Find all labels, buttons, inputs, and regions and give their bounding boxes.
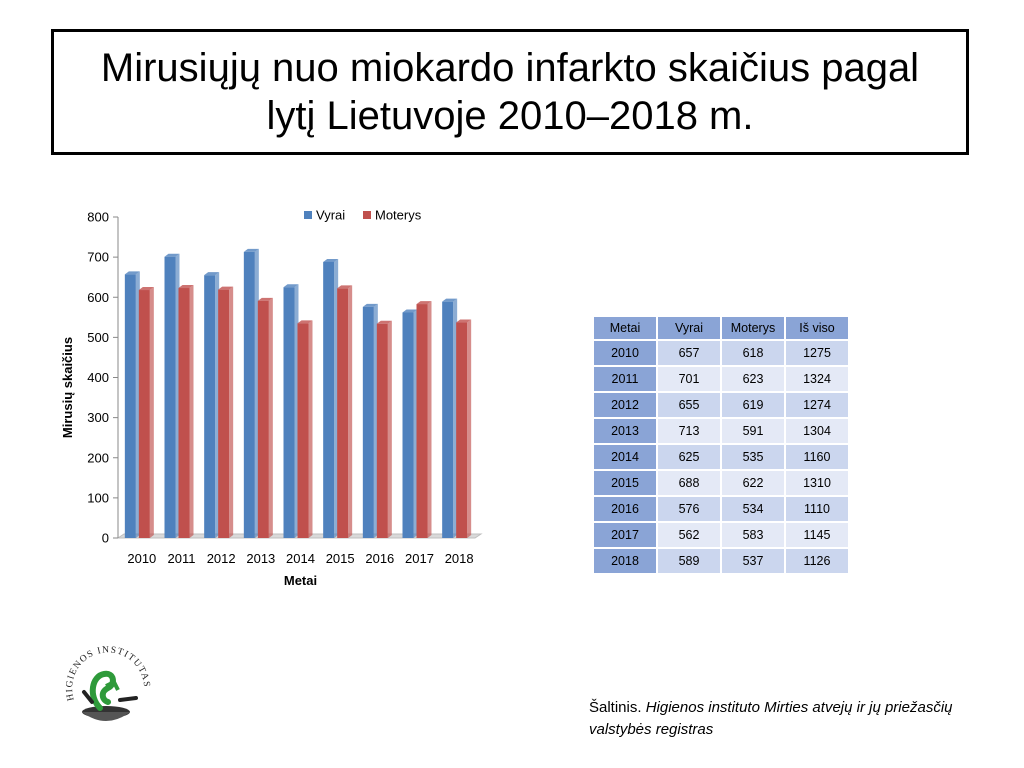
table-cell: 655 [658, 393, 722, 419]
table-cell: 537 [722, 549, 786, 575]
source-note [589, 697, 989, 741]
bar-vyrai [323, 259, 338, 538]
x-tick-label: 2016 [365, 551, 395, 566]
table-row [594, 523, 850, 549]
table-cell: 583 [722, 523, 786, 549]
table-cell: 623 [722, 367, 786, 393]
table-cell: 2013 [594, 419, 658, 445]
bar-vyrai [363, 304, 378, 538]
bar-moterys [218, 287, 233, 538]
bar-moterys [179, 285, 194, 538]
legend-label: Moterys [375, 207, 422, 223]
bar-chart [50, 195, 490, 605]
table-cell: 657 [658, 341, 722, 367]
higienos-institutas-logo [62, 636, 154, 730]
y-tick-label: 100 [87, 490, 109, 506]
y-tick-label: 0 [101, 530, 109, 546]
table-header: Iš viso [786, 317, 850, 341]
table-cell: 688 [658, 471, 722, 497]
bar-moterys [337, 285, 352, 538]
table-cell: 562 [658, 523, 722, 549]
x-tick-label: 2018 [444, 551, 474, 566]
y-tick-label: 200 [87, 450, 109, 466]
y-tick-label: 600 [87, 289, 109, 305]
table-cell: 1110 [786, 497, 850, 523]
bar-moterys [139, 287, 154, 538]
table-cell: 2010 [594, 341, 658, 367]
bar-moterys [298, 320, 313, 538]
logo-text: HIGIENOS INSTITUTAS [64, 645, 152, 702]
table-cell: 2012 [594, 393, 658, 419]
table-cell: 1274 [786, 393, 850, 419]
table-row [594, 419, 850, 445]
table-header: Metai [594, 317, 658, 341]
table-cell: 2016 [594, 497, 658, 523]
table-cell: 2011 [594, 367, 658, 393]
bar-moterys [456, 320, 471, 538]
bar-moterys [417, 301, 432, 538]
y-tick-label: 300 [87, 410, 109, 426]
bar-vyrai [442, 299, 457, 538]
x-tick-label: 2010 [127, 551, 157, 566]
table-cell: 1310 [786, 471, 850, 497]
table-cell: 622 [722, 471, 786, 497]
table-cell: 589 [658, 549, 722, 575]
x-tick-label: 2014 [286, 551, 315, 566]
table-cell: 625 [658, 445, 722, 471]
table-cell: 1324 [786, 367, 850, 393]
source-text: Higienos instituto Mirties atvejų ir jų priežasčių valstybės registras [589, 699, 953, 738]
table-cell: 2014 [594, 445, 658, 471]
table-row [594, 497, 850, 523]
table-row [594, 471, 850, 497]
table-cell: 2018 [594, 549, 658, 575]
y-tick-label: 700 [87, 249, 109, 265]
bar-vyrai [165, 254, 180, 538]
x-tick-label: 2017 [405, 551, 434, 566]
table-header: Moterys [722, 317, 786, 341]
table-cell: 1304 [786, 419, 850, 445]
table-cell: 1145 [786, 523, 850, 549]
table-cell: 2017 [594, 523, 658, 549]
page-title: Mirusiųjų nuo miokardo infarkto skaičius pagal lytį Lietuvoje 2010–2018 m. [100, 46, 920, 138]
source-prefix: Šaltinis. [589, 699, 646, 716]
data-table [594, 317, 850, 575]
table-cell: 534 [722, 497, 786, 523]
x-tick-label: 2015 [325, 551, 355, 566]
table-cell: 2015 [594, 471, 658, 497]
x-tick-label: 2013 [246, 551, 276, 566]
legend-swatch [363, 211, 371, 219]
y-tick-label: 400 [87, 370, 109, 385]
title-box [51, 29, 969, 155]
table-cell: 1275 [786, 341, 850, 367]
table-cell: 618 [722, 341, 786, 367]
table-row [594, 393, 850, 419]
table-cell: 535 [722, 445, 786, 471]
bar-vyrai [125, 271, 140, 538]
bar-moterys [258, 298, 273, 538]
bar-vyrai [284, 284, 299, 538]
legend-swatch [304, 211, 312, 219]
x-tick-label: 2011 [167, 551, 196, 566]
legend-label: Vyrai [316, 207, 346, 223]
bar-moterys [377, 321, 392, 538]
table-cell: 591 [722, 419, 786, 445]
table-row [594, 341, 850, 367]
y-tick-label: 500 [87, 329, 109, 345]
bar-vyrai [204, 272, 219, 538]
table-cell: 1160 [786, 445, 850, 471]
y-axis-label: Mirusių skaičius [60, 336, 75, 439]
table-cell: 1126 [786, 549, 850, 575]
table-row [594, 549, 850, 575]
x-axis-label: Metai [283, 573, 318, 588]
x-tick-label: 2012 [206, 551, 236, 566]
table-header-row [594, 317, 850, 341]
table-header: Vyrai [658, 317, 722, 341]
table-row [594, 367, 850, 393]
bar-vyrai [244, 249, 259, 538]
y-tick-label: 800 [87, 209, 109, 225]
table-cell: 576 [658, 497, 722, 523]
bar-vyrai [403, 309, 418, 538]
table-row [594, 445, 850, 471]
table-cell: 713 [658, 419, 722, 445]
table-cell: 701 [658, 367, 722, 393]
table-cell: 619 [722, 393, 786, 419]
